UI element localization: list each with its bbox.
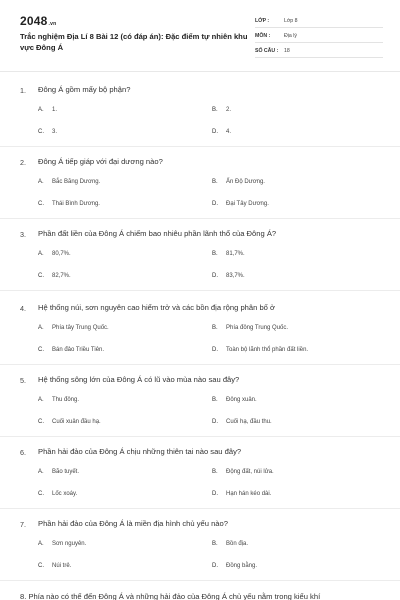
question-3 <box>0 220 400 291</box>
option-letter: A. <box>38 541 44 547</box>
option-a[interactable] <box>38 469 79 475</box>
option-c[interactable] <box>38 347 104 353</box>
option-text: Đông xuân. <box>226 397 257 403</box>
question-number: 3. <box>20 230 26 239</box>
question-text: Phần đất liền của Đông Á chiếm bao nhiêu phần lãnh thổ của Đông Á? <box>38 229 277 238</box>
option-text: Bồn địa. <box>226 541 249 547</box>
option-letter: D. <box>212 491 218 497</box>
meta-grade-label: LỚP : <box>255 18 270 24</box>
option-letter: D. <box>212 273 218 279</box>
option-b[interactable] <box>212 469 274 475</box>
option-letter: C. <box>38 419 44 425</box>
option-text: 1. <box>52 107 58 113</box>
option-text: Hạn hán kéo dài. <box>226 491 272 497</box>
option-text: Phía tây Trung Quốc. <box>52 325 109 331</box>
option-letter: A. <box>38 179 44 185</box>
option-b[interactable] <box>212 107 231 113</box>
option-d[interactable] <box>212 273 245 279</box>
option-a[interactable] <box>38 179 100 185</box>
option-letter: D. <box>212 347 218 353</box>
option-text: Bão tuyết. <box>52 469 80 475</box>
option-text: Bán đảo Triều Tiên. <box>52 347 105 353</box>
option-letter: A. <box>38 325 44 331</box>
question-7 <box>0 510 400 581</box>
option-letter: A. <box>38 251 44 257</box>
meta-subject-label: MÔN : <box>255 33 271 39</box>
option-letter: C. <box>38 129 44 135</box>
option-c[interactable] <box>38 563 71 569</box>
meta-subject-value: Địa lý <box>284 33 297 39</box>
question-text: Đông Á tiếp giáp với đại dương nào? <box>38 157 163 166</box>
option-letter: C. <box>38 273 44 279</box>
meta-subject <box>255 30 383 43</box>
question-8-partial: 8. Phía nào có thể đến Đông Á và những hải đảo của Đông Á chủ yếu nằm trong kiểu khí <box>20 592 321 600</box>
option-c[interactable] <box>38 129 57 135</box>
option-letter: C. <box>38 491 44 497</box>
question-4 <box>0 294 400 365</box>
option-letter: C. <box>38 563 44 569</box>
meta-count <box>255 45 383 58</box>
option-text: Thái Bình Dương. <box>52 201 100 207</box>
option-text: 4. <box>226 129 232 135</box>
meta-count-value: 18 <box>284 48 290 54</box>
page-title: Trắc nghiệm Địa Lí 8 Bài 12 (có đáp án): Đặc điểm tự nhiên khu vực Đông Á <box>20 32 248 52</box>
question-number: 2. <box>20 158 26 167</box>
site-logo[interactable] <box>20 14 56 28</box>
option-text: Lốc xoáy. <box>52 491 78 497</box>
option-a[interactable] <box>38 251 71 257</box>
worksheet-header <box>0 0 400 72</box>
logo-text: 2048 <box>20 14 48 28</box>
option-a[interactable] <box>38 541 86 547</box>
option-d[interactable] <box>212 201 269 207</box>
option-c[interactable] <box>38 419 101 425</box>
option-text: Cuối xuân đầu hạ. <box>52 419 101 425</box>
option-letter: B. <box>212 251 218 257</box>
option-c[interactable] <box>38 273 71 279</box>
option-b[interactable] <box>212 541 248 547</box>
question-6 <box>0 438 400 509</box>
option-d[interactable] <box>212 491 271 497</box>
question-text: Hệ thống núi, sơn nguyên cao hiểm trở và các bồn địa rộng phân bố ở <box>38 303 275 312</box>
question-1 <box>0 76 400 147</box>
option-letter: B. <box>212 541 218 547</box>
option-text: 81,7%. <box>226 251 245 257</box>
option-text: 83,7%. <box>226 273 245 279</box>
meta-count-label: SỐ CÂU : <box>255 48 279 54</box>
option-b[interactable] <box>212 397 257 403</box>
option-d[interactable] <box>212 129 231 135</box>
option-a[interactable] <box>38 397 79 403</box>
option-text: Động đất, núi lửa. <box>226 469 274 475</box>
option-letter: D. <box>212 201 218 207</box>
option-b[interactable] <box>212 251 245 257</box>
option-text: 82,7%. <box>52 273 71 279</box>
question-number: 5. <box>20 376 26 385</box>
question-number: 7. <box>20 520 26 529</box>
question-number: 6. <box>20 448 26 457</box>
option-d[interactable] <box>212 347 308 353</box>
question-text: Hệ thống sông lớn của Đông Á có lũ vào mùa nào sau đây? <box>38 375 240 384</box>
meta-grade-value: Lớp 8 <box>284 18 298 24</box>
option-text: Sơn nguyên. <box>52 541 87 547</box>
option-d[interactable] <box>212 563 257 569</box>
question-number: 1. <box>20 86 26 95</box>
option-c[interactable] <box>38 201 100 207</box>
option-b[interactable] <box>212 325 288 331</box>
question-text: Phần hải đảo của Đông Á là miền địa hình chủ yếu nào? <box>38 519 228 528</box>
option-letter: C. <box>38 347 44 353</box>
option-text: Đại Tây Dương. <box>226 201 269 207</box>
option-letter: B. <box>212 469 218 475</box>
option-text: Ấn Độ Dương. <box>226 179 265 185</box>
option-text: Đồng bằng. <box>226 563 258 569</box>
question-number: 4. <box>20 304 26 313</box>
option-letter: A. <box>38 397 44 403</box>
option-text: 3. <box>52 129 58 135</box>
option-letter: C. <box>38 201 44 207</box>
option-letter: D. <box>212 129 218 135</box>
question-text: Đông Á gồm mấy bộ phận? <box>38 85 131 94</box>
option-text: Núi trẻ. <box>52 563 72 569</box>
logo-suffix: .vn <box>48 21 57 27</box>
meta-grade <box>255 15 383 28</box>
option-b[interactable] <box>212 179 265 185</box>
option-text: Cuối hạ, đầu thu. <box>226 419 272 425</box>
option-letter: B. <box>212 107 218 113</box>
option-letter: A. <box>38 107 44 113</box>
option-text: 80,7%. <box>52 251 71 257</box>
option-a[interactable] <box>38 325 109 331</box>
option-letter: D. <box>212 419 218 425</box>
option-text: Thu đông. <box>52 397 80 403</box>
option-text: Phía đông Trung Quốc. <box>226 325 289 331</box>
option-letter: B. <box>212 397 218 403</box>
option-text: Bắc Băng Dương. <box>52 179 101 185</box>
option-c[interactable] <box>38 491 77 497</box>
option-text: Toàn bộ lãnh thổ phần đất liền. <box>226 347 309 353</box>
option-d[interactable] <box>212 419 272 425</box>
question-5 <box>0 366 400 437</box>
option-letter: D. <box>212 563 218 569</box>
question-2 <box>0 148 400 219</box>
question-text: Phần hải đảo của Đông Á chịu những thiên tai nào sau đây? <box>38 447 242 456</box>
option-text: 2. <box>226 107 232 113</box>
option-letter: A. <box>38 469 44 475</box>
option-a[interactable] <box>38 107 57 113</box>
option-letter: B. <box>212 179 218 185</box>
option-letter: B. <box>212 325 218 331</box>
header-divider <box>0 71 400 72</box>
